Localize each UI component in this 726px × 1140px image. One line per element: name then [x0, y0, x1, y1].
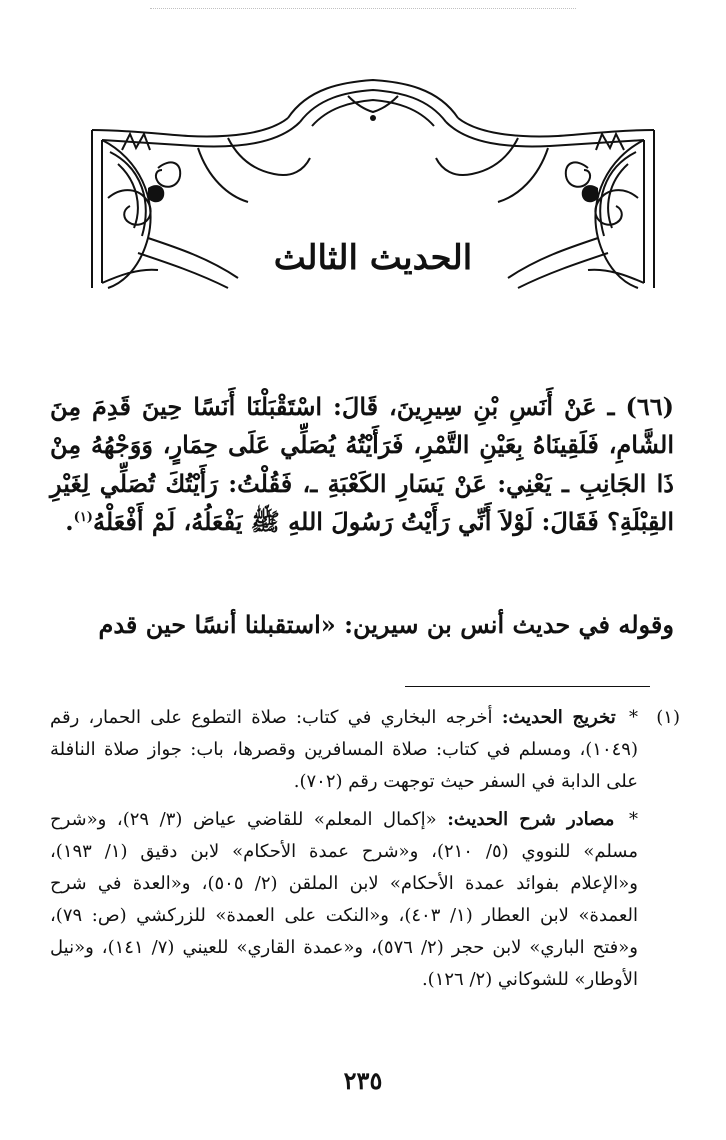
star-bullet: * [629, 707, 638, 728]
footnote-marker: (١) [656, 707, 680, 728]
hadith-number: (٦٦) [625, 392, 674, 421]
section-heading: الحديث الثالث [273, 238, 473, 278]
footnotes-section [50, 702, 680, 996]
footnote-divider [405, 686, 650, 687]
footnote-1 [50, 702, 680, 996]
hadith-text-block: (٦٦) ـ عَنْ أَنَسِ بْنِ سِيرِينَ، قَالَ: اسْتَقْبَلْنَا أَنَسًا حِينَ قَدِمَ مِنَ الشَّامِ، فَلَقِينَاهُ بِعَيْنِ التَّمْرِ، فَرَأَيْتُهُ يُصَلِّي عَلَى حِمَارٍ، وَوَجْهُهُ مِنْ ذَا الجَانِبِ ـ يَعْنِي: عَنْ يَسَارِ الكَعْبَةِ ـ، فَقُلْتُ: رَأَيْتُكَ تُصَلِّي لِغَيْرِ القِبْلَةِ؟ فَقَالَ: لَوْلاَ أَنِّي رَأَيْتُ رَسُولَ اللهِ ﷺ يَفْعَلُهُ، لَمْ أَفْعَلْهُ$^{(١)}$. [50, 392, 674, 537]
page-number: ٢٣٥ [343, 1066, 383, 1095]
takhrij-label: تخريج الحديث: [501, 707, 616, 728]
star-bullet: * [629, 809, 638, 831]
commentary-line: وقوله في حديث أنس بن سيرين: «استقبلنا أنسًا حين قدم [98, 610, 674, 639]
cropped-header-edge [150, 0, 576, 9]
sources-paragraph [50, 804, 638, 996]
sources-label: مصادر شرح الحديث: [447, 809, 615, 831]
takhrij-paragraph [50, 702, 638, 798]
sources-text: «إكمال المعلم» للقاضي عياض (٣/ ٢٩)، و«شرح مسلم» للنووي (٥/ ٢١٠)، و«شرح عمدة الأحكام» لابن دقيق (١/ ١٩٣)، و«الإعلام بفوائد عمدة الأحكام» لابن الملقن (٢/ ٥٠٥)، و«العدة في شرح العمدة» لابن العطار (١/ ٤٠٣)، و«النكت على العمدة» للزركشي (ص: ٧٩)، و«فتح الباري» لابن حجر (٢/ ٥٧٦)، و«عمدة القاري» للعيني (٧/ ١٤١)، و«نيل الأوطار» للشوكاني (٢/ ١٢٦). [50, 809, 638, 991]
hadith-text: ـ عَنْ أَنَسِ بْنِ سِيرِينَ، قَالَ: اسْتَقْبَلْنَا أَنَسًا حِينَ قَدِمَ مِنَ الشَّامِ، فَلَقِينَاهُ بِعَيْنِ التَّمْرِ، فَرَأَيْتُهُ يُصَلِّي عَلَى حِمَارٍ، وَوَجْهُهُ مِنْ ذَا الجَانِبِ ـ يَعْنِي: عَنْ يَسَارِ الكَعْبَةِ ـ، فَقُلْتُ: رَأَيْتُكَ تُصَلِّي لِغَيْرِ القِبْلَةِ؟ فَقَالَ: لَوْلاَ أَنِّي رَأَيْتُ رَسُولَ اللهِ ﷺ يَفْعَلُهُ، لَمْ أَفْعَلْهُ [50, 392, 674, 537]
takhrij-text: أخرجه البخاري في كتاب: صلاة التطوع على الحمار، رقم (١٠٤٩)، ومسلم في كتاب: صلاة المسافرين وقصرها، باب: جواز صلاة النافلة على الدابة في السفر حيث توجهت رقم (٧٠٢). [50, 707, 638, 793]
footnote-body [50, 702, 638, 996]
footnote-reference: (١) [73, 510, 93, 526]
